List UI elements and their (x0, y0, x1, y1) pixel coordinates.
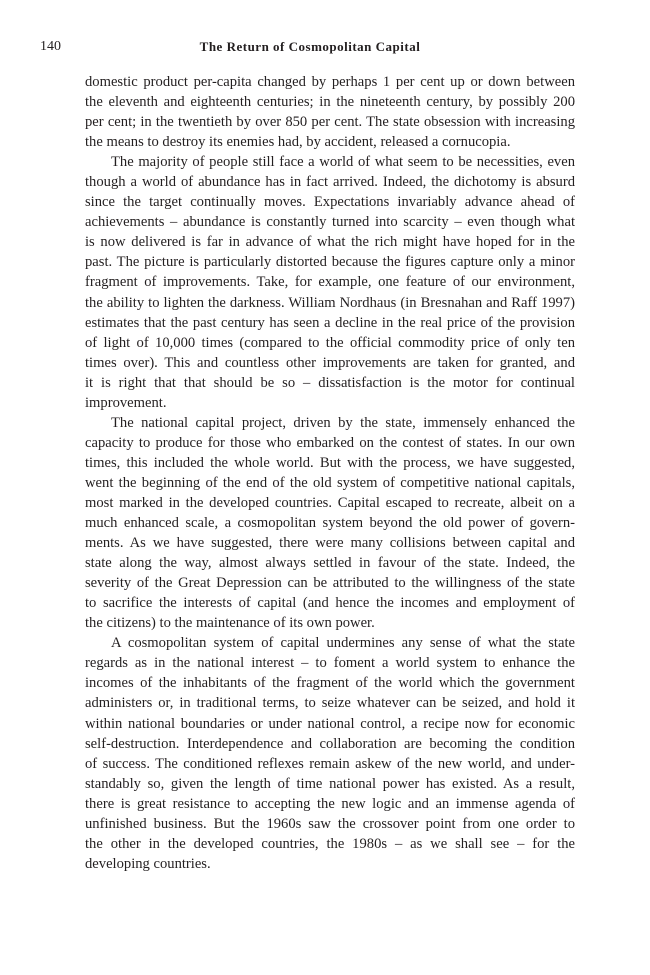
text-line: the other in the developed countries, the 1980s – as we shall see – for the (85, 835, 575, 852)
page-number: 140 (40, 39, 61, 54)
text-line: regards as in the national interest – to foment a world system to enhance the (85, 655, 575, 672)
body-text (85, 72, 575, 874)
text-line: domestic product per-capita changed by perhaps 1 per cent up or down between (85, 74, 575, 90)
text-line: the ability to lighten the darkness. William Nordhaus (in Bresnahan and Raff 1997) (85, 294, 575, 311)
text-line: The national capital project, driven by the state, immensely enhanced the (111, 414, 575, 431)
text-line: of success. The conditioned reflexes remain askew of the new world, and under- (85, 755, 575, 772)
text-line: developing countries. (85, 855, 211, 872)
text-line: the eleventh and eighteenth centuries; in the nineteenth century, by possibly 200 (85, 94, 575, 111)
text-line: times over). This and countless other improvements are taken for granted, and (85, 354, 575, 371)
text-line: it is right that that should be so – dissatisfaction is the motor for continual (85, 374, 575, 391)
text-line: unfinished business. But the 1960s saw the crossover point from one order to (85, 815, 575, 832)
paragraph (85, 633, 575, 874)
text-line: per cent; in the twentieth by over 850 per cent. The state obsession with increasing (85, 114, 575, 131)
text-line: self-destruction. Interdependence and collaboration are becoming the condition (85, 735, 575, 752)
text-line: capacity to produce for those who embarked on the contest of states. In our own (85, 434, 575, 451)
text-line: achievements – abundance is constantly turned into scarcity – even though what (85, 214, 575, 231)
text-line: The majority of people still face a world of what seem to be necessities, even (111, 154, 575, 171)
paragraph (85, 152, 575, 413)
text-line: most marked in the developed countries. Capital escaped to recreate, albeit on a (85, 494, 575, 511)
text-line: the means to destroy its enemies had, by accident, released a cornucopia. (85, 134, 511, 151)
text-line: administers or, in traditional terms, to seize whatever can be seized, and hold it (85, 695, 575, 712)
text-line: ments. As we have suggested, there were many collisions between capital and (85, 535, 575, 552)
text-line: there is great resistance to accepting the new logic and an immense agenda of (85, 795, 575, 812)
text-line: improvement. (85, 394, 167, 411)
text-line: though a world of abundance has in fact arrived. Indeed, the dichotomy is absurd (85, 174, 575, 191)
text-line: since the target continually moves. Expectations invariably advance ahead of (85, 194, 575, 211)
text-line: severity of the Great Depression can be attributed to the willingness of the state (85, 575, 575, 592)
text-line: is now delivered is far in advance of what the rich might have hoped for in the (85, 234, 575, 251)
text-line: within national boundaries or under national control, a recipe now for economic (85, 715, 575, 732)
text-line: fragment of improvements. Take, for example, one feature of our environment, (85, 274, 575, 291)
text-line: A cosmopolitan system of capital undermines any sense of what the state (111, 635, 575, 652)
running-head (40, 39, 580, 59)
text-line: went the beginning of the end of the old system of competitive national capitals, (85, 474, 575, 491)
paragraph (85, 413, 575, 634)
text-line: the citizens) to the maintenance of its own power. (85, 615, 375, 632)
text-line: state along the way, almost always settled in favour of the state. Indeed, the (85, 555, 575, 572)
text-line: estimates that the past century has seen a decline in the real price of the provision (85, 314, 575, 331)
running-title: The Return of Cosmopolitan Capital (199, 39, 421, 54)
paragraph (85, 72, 575, 152)
text-line: times, this included the whole world. But with the process, we have suggested, (85, 454, 575, 471)
text-line: of light of 10,000 times (compared to the official commodity price of only ten (85, 334, 575, 351)
text-line: much enhanced scale, a cosmopolitan system beyond the old power of govern- (85, 515, 575, 532)
text-line: to sacrifice the interests of capital (and hence the incomes and employment of (85, 595, 575, 612)
text-line: incomes of the inhabitants of the fragment of the world which the government (85, 675, 575, 692)
text-line: standably so, given the length of time national power has existed. As a result, (85, 775, 575, 792)
text-line: past. The picture is particularly distorted because the figures capture only a minor (85, 254, 575, 271)
